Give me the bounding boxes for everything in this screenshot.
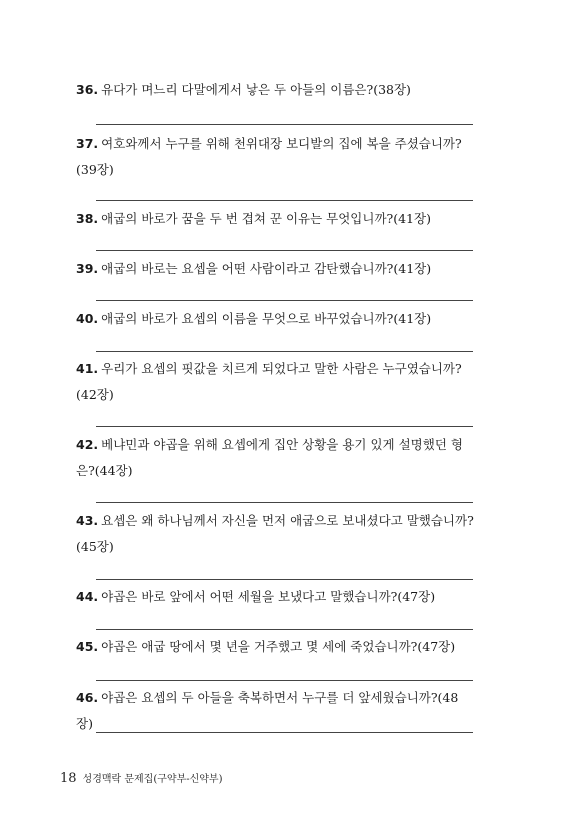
question-number: 40. bbox=[76, 311, 99, 326]
question-text: 요셉은 왜 하나님께서 자신을 먼저 애굽으로 보내셨다고 말했습니까?(45장) bbox=[76, 513, 474, 554]
question-38 bbox=[76, 206, 474, 232]
question-number: 45. bbox=[76, 639, 99, 654]
page-number: 18 bbox=[60, 771, 77, 786]
page-footer bbox=[60, 770, 223, 786]
answer-line-41 bbox=[96, 426, 473, 427]
question-number: 46. bbox=[76, 690, 99, 705]
answer-line-46 bbox=[96, 732, 473, 733]
question-43 bbox=[76, 508, 474, 560]
question-number: 39. bbox=[76, 261, 99, 276]
question-text: 유다가 며느리 다말에게서 낳은 두 아들의 이름은?(38장) bbox=[101, 82, 411, 97]
question-number: 41. bbox=[76, 361, 99, 376]
question-37 bbox=[76, 131, 474, 183]
question-40 bbox=[76, 306, 474, 332]
book-title: 성경맥락 문제집(구약부-신약부) bbox=[82, 774, 223, 785]
answer-line-43 bbox=[96, 579, 473, 580]
question-text: 야곱은 애굽 땅에서 몇 년을 거주했고 몇 세에 죽었습니까?(47장) bbox=[101, 639, 456, 654]
answer-line-42 bbox=[96, 502, 473, 503]
question-number: 43. bbox=[76, 513, 99, 528]
question-number: 38. bbox=[76, 211, 99, 226]
question-45 bbox=[76, 634, 474, 660]
answer-line-36 bbox=[96, 124, 473, 125]
question-number: 36. bbox=[76, 82, 99, 97]
question-44 bbox=[76, 584, 474, 610]
answer-line-44 bbox=[96, 629, 473, 630]
question-text: 베냐민과 야곱을 위해 요셉에게 집안 상황을 용기 있게 설명했던 형은?(44장) bbox=[76, 437, 463, 478]
answer-line-37 bbox=[96, 200, 473, 201]
question-number: 44. bbox=[76, 589, 99, 604]
answer-line-39 bbox=[96, 300, 473, 301]
answer-line-40 bbox=[96, 351, 473, 352]
question-number: 37. bbox=[76, 136, 99, 151]
question-42 bbox=[76, 432, 474, 484]
question-text: 우리가 요셉의 핏값을 치르게 되었다고 말한 사람은 누구였습니까?(42장) bbox=[76, 361, 462, 402]
answer-line-45 bbox=[96, 680, 473, 681]
question-36 bbox=[76, 77, 474, 103]
question-39 bbox=[76, 256, 474, 282]
question-number: 42. bbox=[76, 437, 99, 452]
question-text: 야곱은 요셉의 두 아들을 축복하면서 누구를 더 앞세웠습니까?(48장) bbox=[76, 690, 459, 731]
question-text: 여호와께서 누구를 위해 천위대장 보디발의 집에 복을 주셨습니까?(39장) bbox=[76, 136, 462, 177]
question-41 bbox=[76, 356, 474, 408]
question-text: 애굽의 바로가 꿈을 두 번 겹쳐 꾼 이유는 무엇입니까?(41장) bbox=[101, 211, 431, 226]
question-46 bbox=[76, 685, 474, 737]
answer-line-38 bbox=[96, 250, 473, 251]
question-text: 애굽의 바로는 요셉을 어떤 사람이라고 감탄했습니까?(41장) bbox=[101, 261, 432, 276]
question-text: 야곱은 바로 앞에서 어떤 세월을 보냈다고 말했습니까?(47장) bbox=[101, 589, 436, 604]
question-text: 애굽의 바로가 요셉의 이름을 무엇으로 바꾸었습니까?(41장) bbox=[101, 311, 432, 326]
